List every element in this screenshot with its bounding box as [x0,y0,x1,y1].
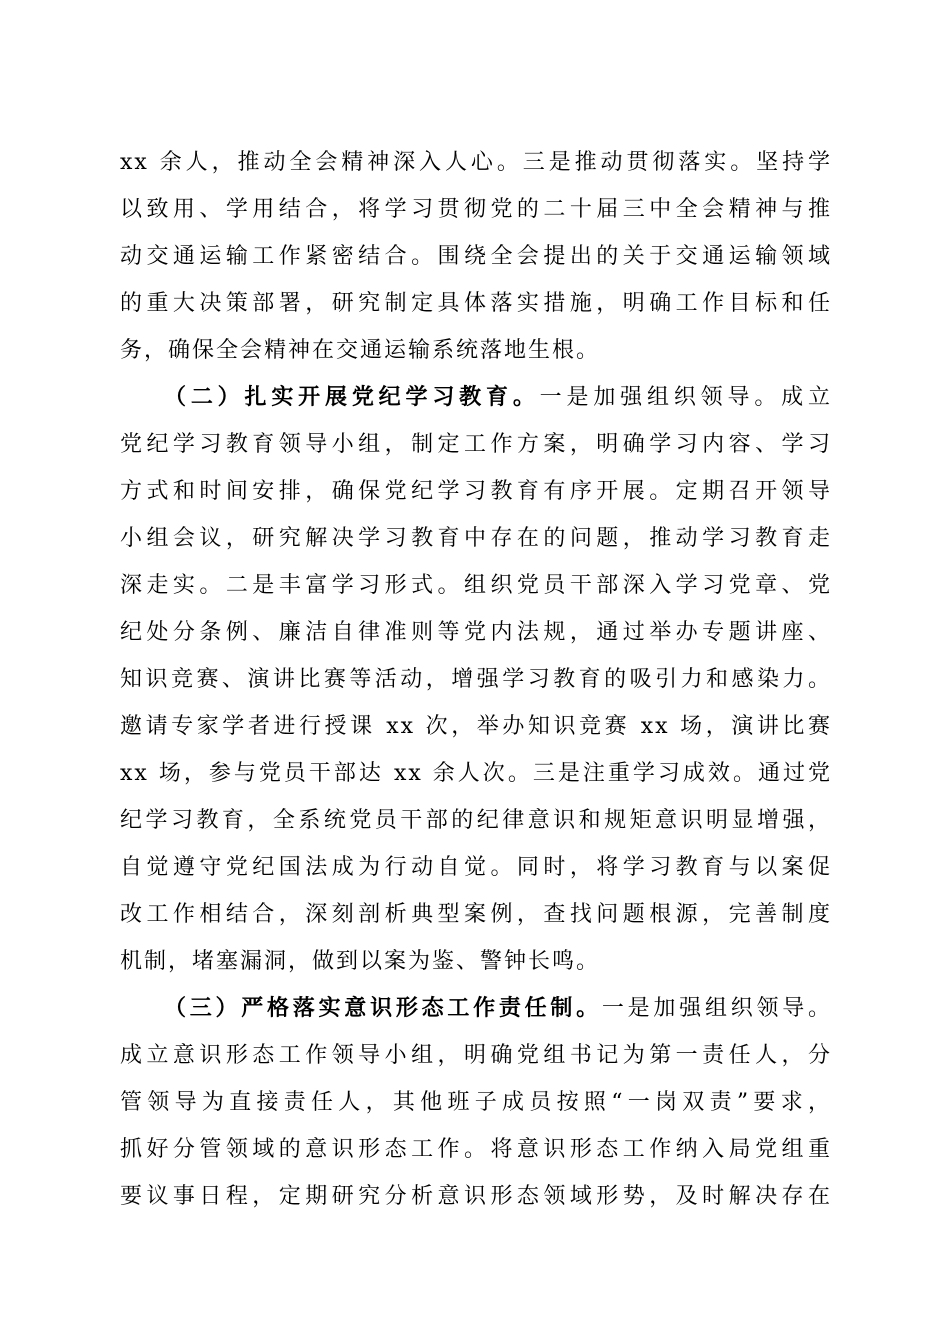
paragraph-first-line [120,985,832,1032]
text-line: 小组会议，研究解决学习教育中存在的问题，推动学习教育走 [120,526,832,551]
document-body [120,139,832,1220]
text-line: 动交通运输工作紧密结合。围绕全会提出的关于交通运输领域 [120,244,832,269]
text-line: 的重大决策部署，研究制定具体落实措施，明确工作目标和任 [120,291,832,316]
text-line: 务，确保全会精神在交通运输系统落地生根。 [120,338,601,363]
text-line: 党纪学习教育领导小组，制定工作方案，明确学习内容、学习 [120,432,832,457]
text-line: 要议事日程，定期研究分析意识形态领域形势，及时解决存在 [120,1184,832,1209]
text-line: 纪学习教育，全系统党员干部的纪律意识和规矩意识明显增强， [120,808,832,833]
text-line: xx 余人，推动全会精神深入人心。三是推动贯彻落实。坚持学 [120,150,832,175]
text-run: 一是加强组织领导。成立 [539,385,832,410]
text-line: 知识竞赛、演讲比赛等活动，增强学习教育的吸引力和感染力。 [120,667,832,692]
text-line: 以致用、学用结合，将学习贯彻党的二十届三中全会精神与推 [120,197,832,222]
paragraph-first-line [120,374,832,421]
section-heading: （二）扎实开展党纪学习教育。 [164,384,540,410]
text-line: 机制，堵塞漏洞，做到以案为鉴、警钟长鸣。 [120,949,601,974]
text-line: 抓好分管领域的意识形态工作。将意识形态工作纳入局党组重 [120,1137,832,1162]
text-line: 管领导为直接责任人，其他班子成员按照“一岗双责”要求， [120,1090,832,1115]
text-line: xx 场，参与党员干部达 xx 余人次。三是注重学习成效。通过党 [120,761,832,786]
text-line: 邀请专家学者进行授课 xx 次，举办知识竞赛 xx 场，演讲比赛 [120,714,832,739]
section-heading: （三）严格落实意识形态工作责任制。 [164,995,602,1021]
text-line: 成立意识形态工作领导小组，明确党组书记为第一责任人，分 [120,1043,832,1068]
text-run: 一是加强组织领导。 [601,996,832,1021]
text-line: 深走实。二是丰富学习形式。组织党员干部深入学习党章、党 [120,573,832,598]
text-line: 方式和时间安排，确保党纪学习教育有序开展。定期召开领导 [120,479,832,504]
text-line: 自觉遵守党纪国法成为行动自觉。同时，将学习教育与以案促 [120,855,832,880]
text-line: 改工作相结合，深刻剖析典型案例，查找问题根源，完善制度 [120,902,832,927]
text-line: 纪处分条例、廉洁自律准则等党内法规，通过举办专题讲座、 [120,620,832,645]
